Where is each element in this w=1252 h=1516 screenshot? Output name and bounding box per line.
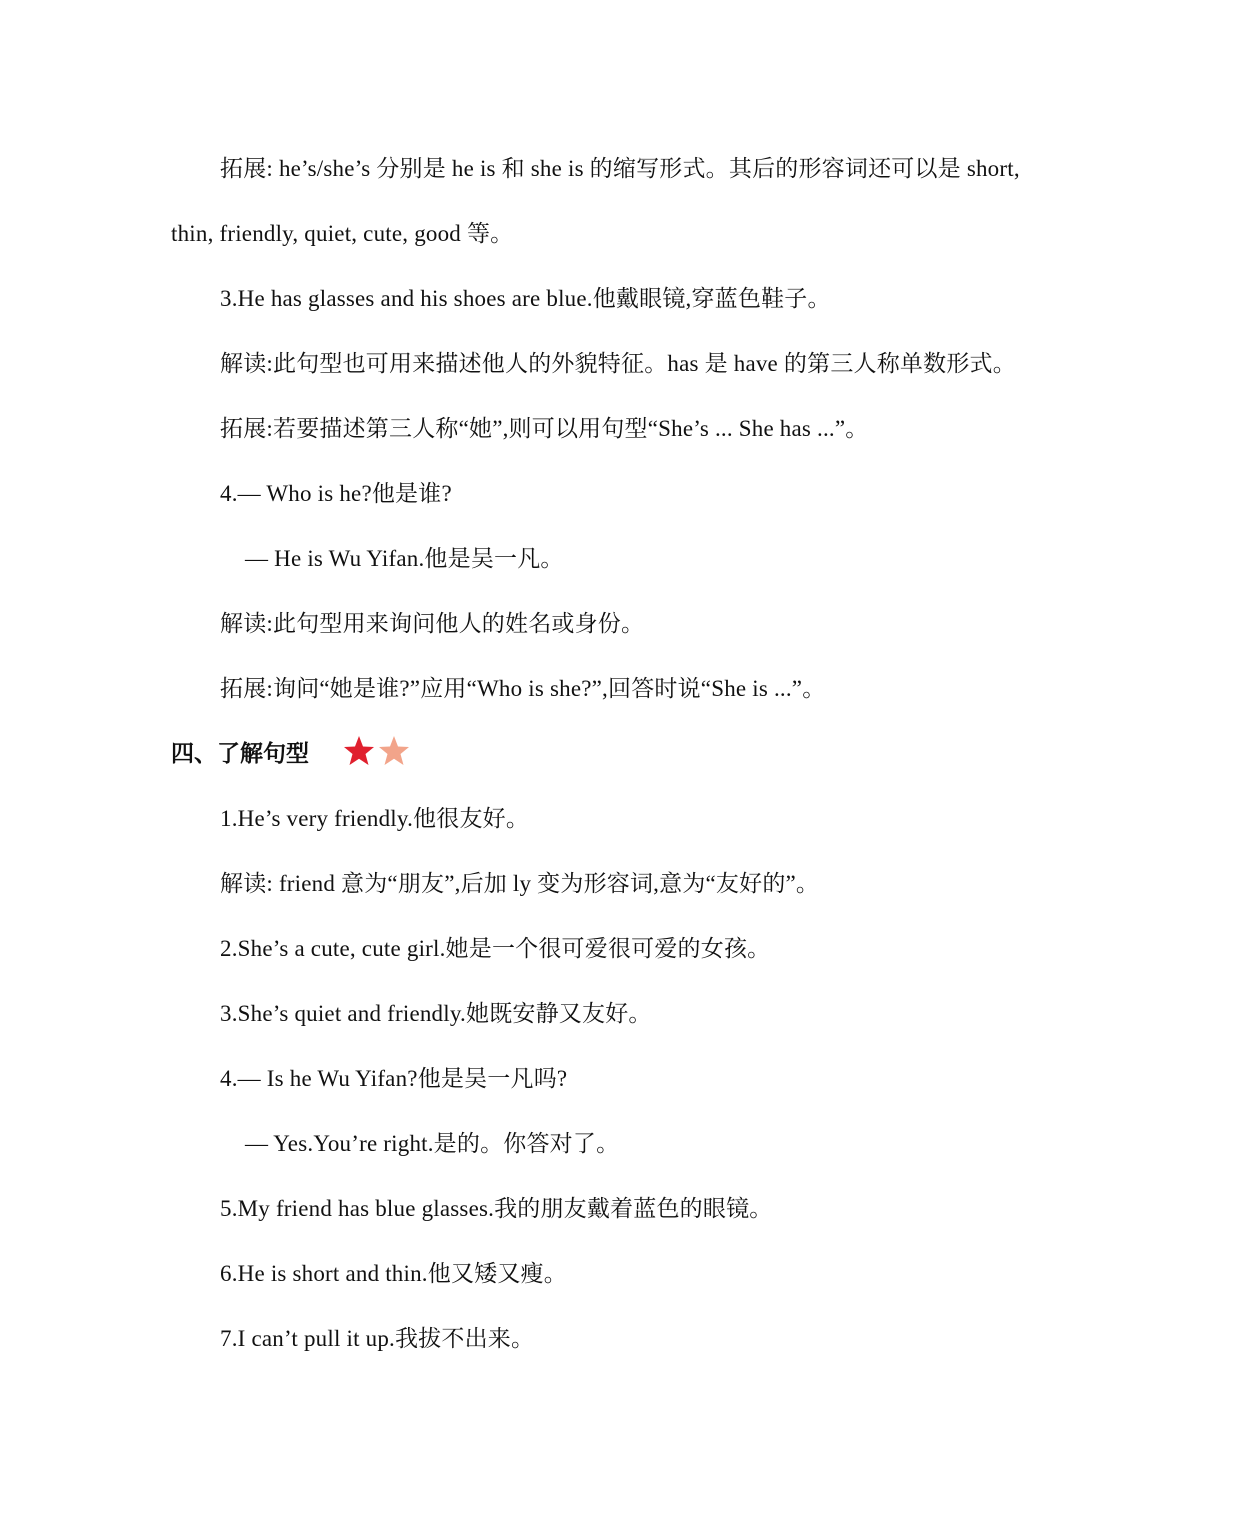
star-icon-filled xyxy=(344,736,374,765)
extension-paragraph-2: 拓展:若要描述第三人称“她”,则可以用句型“She’s ... She has ...”。 xyxy=(220,416,869,441)
explanation-paragraph: 解读:此句型也可用来描述他人的外貌特征。has 是 have 的第三人称单数形式。 xyxy=(220,351,1016,376)
pattern-sentence-7: 7.I can’t pull it up.我拔不出来。 xyxy=(220,1326,535,1351)
sentence-3: 3.He has glasses and his shoes are blue.他戴眼镜,穿蓝色鞋子。 xyxy=(220,286,831,311)
pattern-sentence-5: 5.My friend has blue glasses.我的朋友戴着蓝色的眼镜。 xyxy=(220,1196,773,1221)
pattern-sentence-2: 2.She’s a cute, cute girl.她是一个很可爱很可爱的女孩。 xyxy=(220,936,771,961)
difficulty-stars xyxy=(342,734,412,768)
sentence-4-question: 4.— Who is he?他是谁? xyxy=(220,481,452,506)
extension-paragraph-3: 拓展:询问“她是谁?”应用“Who is she?”,回答时说“She is ...”。 xyxy=(220,676,826,701)
extension-paragraph-continued: thin, friendly, quiet, cute, good 等。 xyxy=(171,221,514,246)
explanation-paragraph-2: 解读:此句型用来询问他人的姓名或身份。 xyxy=(220,611,645,636)
sentence-4-answer: — He is Wu Yifan.他是吴一凡。 xyxy=(245,546,564,571)
pattern-sentence-6: 6.He is short and thin.他又矮又瘦。 xyxy=(220,1261,567,1286)
pattern-sentence-3: 3.She’s quiet and friendly.她既安静又友好。 xyxy=(220,1001,652,1026)
pattern-explanation-1: 解读: friend 意为“朋友”,后加 ly 变为形容词,意为“友好的”。 xyxy=(220,871,820,896)
pattern-sentence-4-answer: — Yes.You’re right.是的。你答对了。 xyxy=(245,1131,620,1156)
pattern-sentence-1: 1.He’s very friendly.他很友好。 xyxy=(220,806,530,831)
pattern-sentence-4-question: 4.— Is he Wu Yifan?他是吴一凡吗? xyxy=(220,1066,568,1091)
star-icon-light xyxy=(379,736,409,765)
extension-paragraph: 拓展: he’s/she’s 分别是 he is 和 she is 的缩写形式。其后的形容词还可以是 short, xyxy=(220,156,1020,181)
section-heading: 四、了解句型 xyxy=(171,741,309,767)
